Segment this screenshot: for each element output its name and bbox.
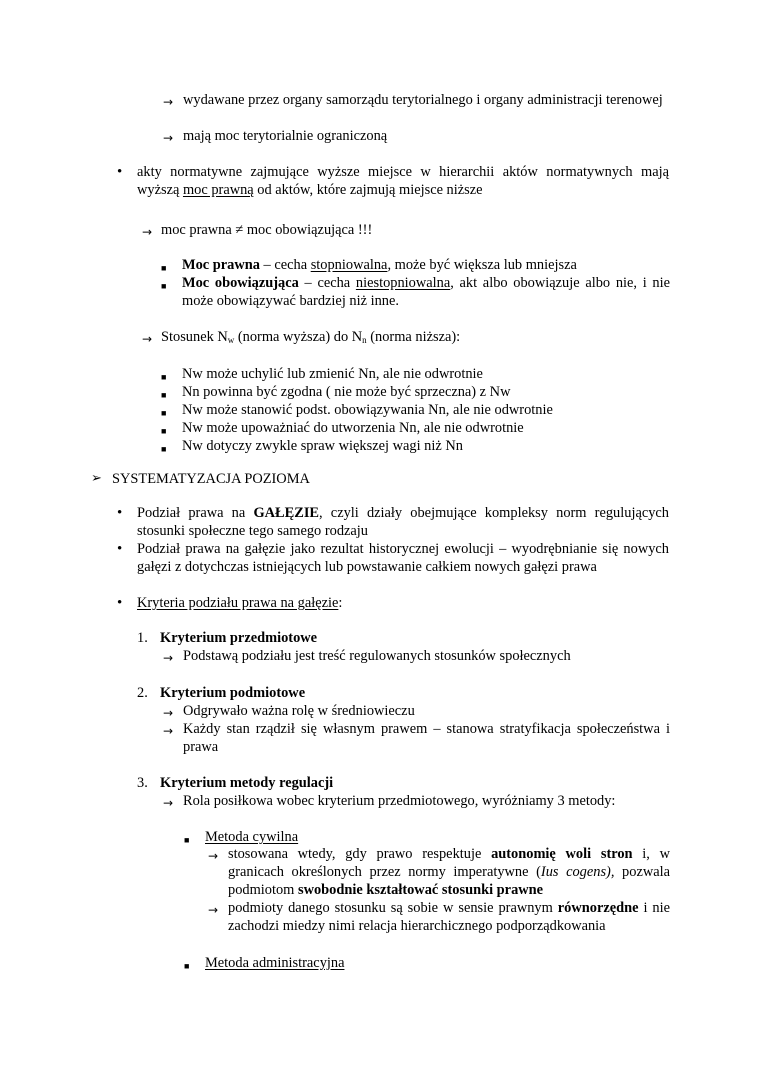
arrow-icon: → — [163, 131, 174, 145]
underlined-term: moc prawną — [182, 182, 254, 198]
bullet-text: akty normatywne zajmujące wyższe miejsce w hierarchii aktów normatywnych mają wyższą moc prawną od aktów, które zajmują miejsce niższe — [137, 164, 669, 198]
arrow-item-text: wydawane przez organy samorządu terytorialnego i organy administracji terenowej — [183, 92, 663, 108]
square-bullet-icon: ■ — [161, 372, 167, 382]
square-bullet-icon: ■ — [184, 835, 190, 845]
square-bullet-icon: ■ — [161, 408, 167, 418]
list-item: Nw dotyczy zwykle spraw większej wagi niż Nn — [182, 438, 463, 454]
square-bullet-icon: ■ — [161, 263, 167, 273]
square-bullet-icon: ■ — [184, 961, 190, 971]
bullet-icon: • — [117, 164, 123, 180]
method-title: Metoda administracyjna — [205, 955, 345, 971]
square-bullet-icon: ■ — [161, 426, 167, 436]
arrow-icon: → — [163, 724, 174, 738]
criterion-number: 1. — [137, 630, 148, 646]
arrow-icon: → — [208, 903, 219, 917]
criterion-title: Kryterium metody regulacji — [160, 775, 334, 791]
arrow-icon: → — [163, 706, 174, 720]
list-item: Nn powinna być zgodna ( nie może być sprzeczna) z Nw — [182, 384, 511, 400]
moc-item: Moc obowiązująca – cecha niestopniowalna, akt albo obowiązuje albo nie, i nie może obowiązywać bardziej niż inne. — [182, 275, 670, 309]
arrow-item-text: Podstawą podziału jest treść regulowanych stosunków społecznych — [183, 648, 571, 664]
arrow-icon: → — [142, 225, 153, 239]
section-heading: SYSTEMATYZACJA POZIOMA — [112, 471, 310, 487]
arrow-item-text: podmioty danego stosunku są sobie w sensie prawnym równorzędne i nie zachodzi miedzy nimi relacja hierarchicznego podporządkowania — [228, 900, 670, 934]
list-item: Nw może uchylić lub zmienić Nn, ale nie odwrotnie — [182, 366, 483, 382]
section-marker-icon: ➢ — [91, 471, 102, 486]
arrow-item-text: moc prawna ≠ moc obowiązująca !!! — [161, 222, 373, 238]
arrow-item-text: mają moc terytorialnie ograniczoną — [183, 128, 388, 144]
arrow-icon: → — [163, 651, 174, 665]
bullet-text: Kryteria podziału prawa na gałęzie: — [137, 595, 343, 611]
list-item: Nw może upoważniać do utworzenia Nn, ale nie odwrotnie — [182, 420, 524, 436]
arrow-item-text: Rola posiłkowa wobec kryterium przedmiotowego, wyróżniamy 3 metody: — [183, 793, 616, 809]
arrow-icon: → — [163, 796, 174, 810]
criterion-title: Kryterium przedmiotowe — [160, 630, 318, 646]
bullet-text: Podział prawa na gałęzie jako rezultat historycznej ewolucji – wyodrębnianie się nowych gałęzi z dotychczas istniejących lub powstawanie całkiem nowych gałęzi prawa — [137, 541, 669, 575]
bullet-icon: • — [117, 505, 123, 521]
arrow-icon: → — [142, 332, 153, 346]
criterion-number: 2. — [137, 685, 148, 701]
moc-item: Moc prawna – cecha stopniowalna, może być większa lub mniejsza — [182, 257, 577, 273]
square-bullet-icon: ■ — [161, 281, 167, 291]
list-item: Nw może stanowić podst. obowiązywania Nn, ale nie odwrotnie — [182, 402, 553, 418]
arrow-icon: → — [163, 95, 174, 109]
method-title: Metoda cywilna — [205, 829, 299, 845]
bullet-text: Podział prawa na GAŁĘZIE, czyli działy obejmujące kompleksy norm regulujących stosunki społeczne tego samego rodzaju — [137, 505, 669, 539]
criterion-number: 3. — [137, 775, 148, 791]
criterion-title: Kryterium podmiotowe — [160, 685, 306, 701]
arrow-item-text: Odgrywało ważna rolę w średniowieczu — [183, 703, 415, 719]
arrow-item-text: stosowana wtedy, gdy prawo respektuje autonomię woli stron i, w granicach określonych przez normy imperatywne (Ius cogens), pozwala podmiotom swobodnie kształtować stosunki prawne — [228, 846, 670, 898]
arrow-item-text: Stosunek $N_w$ (norma wyższa) do $N_n$ (norma niższa): — [161, 329, 461, 345]
square-bullet-icon: ■ — [161, 390, 167, 400]
bullet-icon: • — [117, 541, 123, 557]
arrow-icon: → — [208, 849, 219, 863]
arrow-item-text: Każdy stan rządził się własnym prawem – stanowa stratyfikacja społeczeństwa i prawa — [183, 721, 670, 755]
square-bullet-icon: ■ — [161, 444, 167, 454]
bullet-icon: • — [117, 595, 123, 611]
